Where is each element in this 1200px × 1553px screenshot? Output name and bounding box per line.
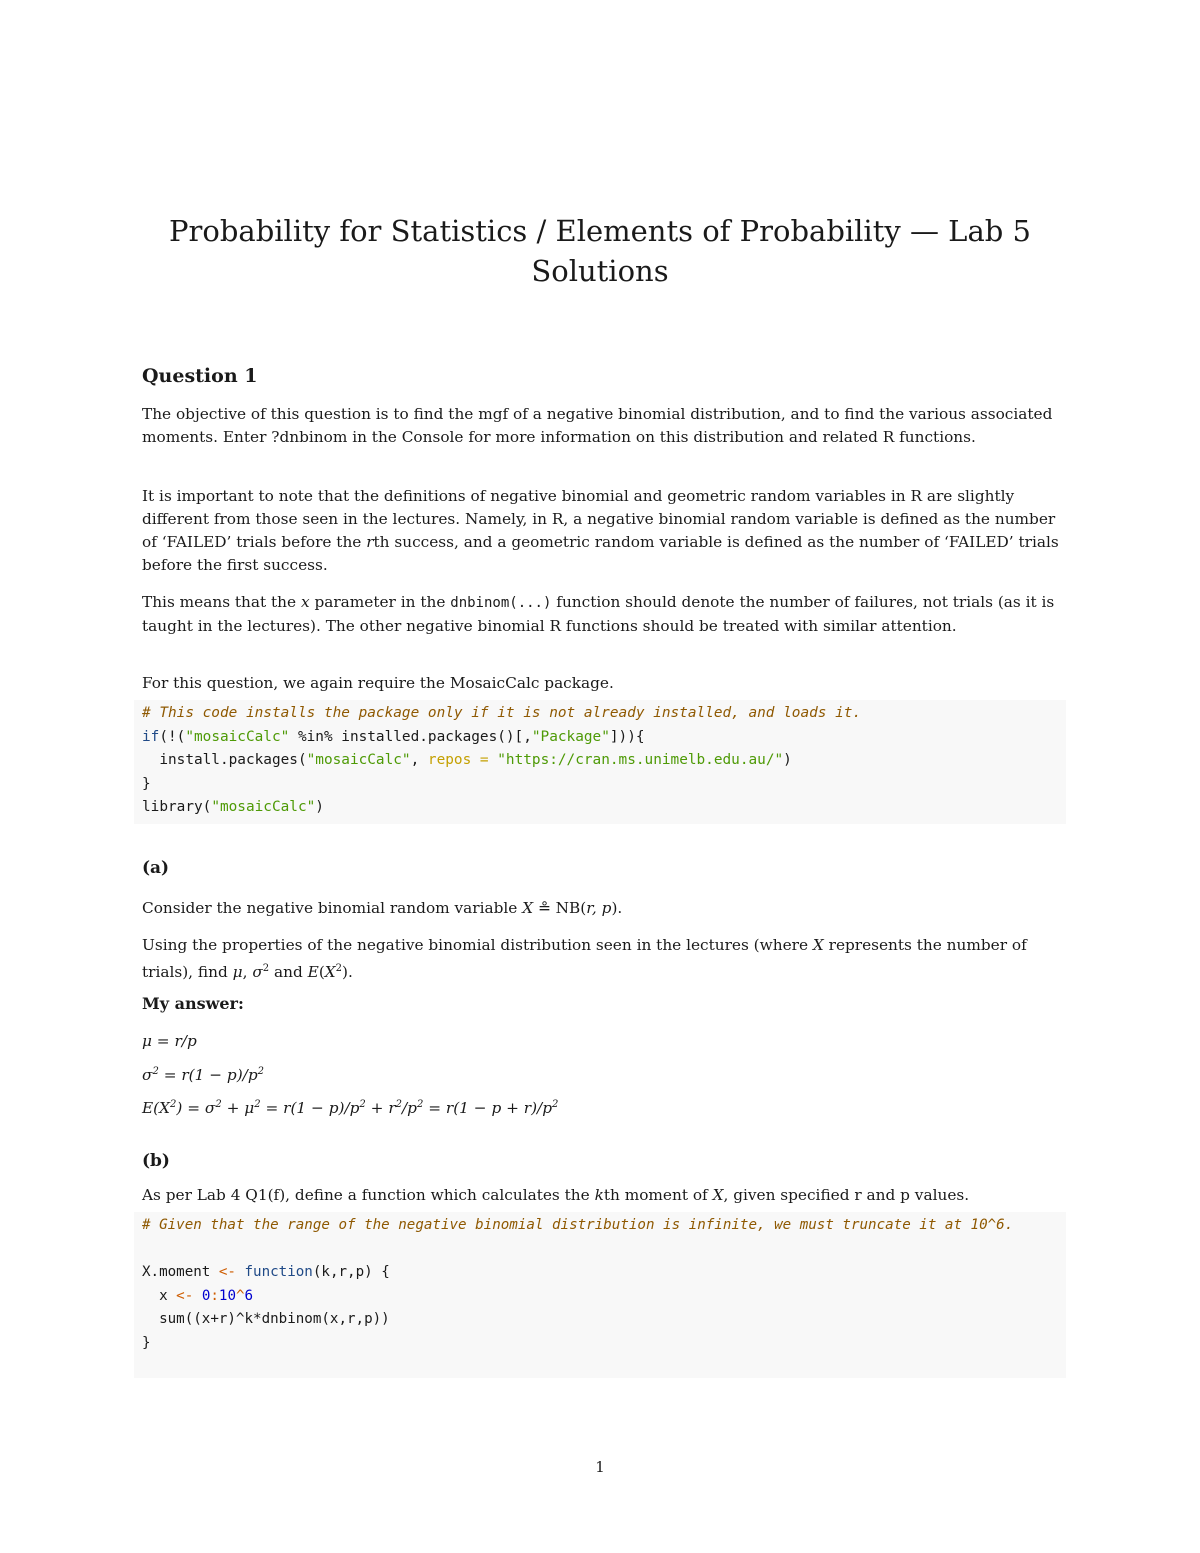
part-a-paragraph: Using the properties of the negative binomial distribution seen in the lectures (where X represents the number of trials), find μ, $\sigma^2$ and $E(X^2)$. [142,936,1027,982]
title-line-2: Solutions [531,254,669,288]
q1-paragraph-2: It is important to note that the definitions of negative binomial and geometric random variables in R are slightly different from those seen in the lectures. Namely, in R, a negative binomial random variable is defined as the number of ‘FAILED’ trials before the rth success, and a geometric random variable is defined as the number of ‘FAILED’ trials before the first success. [142,487,1059,574]
my-answer-label: My answer: [142,994,244,1013]
title-line-1: Probability for Statistics / Elements of Probability — Lab 5 [169,214,1031,248]
q1-paragraph-4: For this question, we again require the MosaicCalc package. [142,674,614,692]
q1-paragraph-3: This means that the x parameter in the dnbinom(...) function should denote the number of failures, not trials (as it is taught in the lectures). The other negative binomial R functions should be treated with similar attention. [142,593,1055,635]
part-b-heading: (b) [142,1151,170,1171]
part-a-consider: Consider the negative binomial random variable X ≗ NB(r, p). [142,899,623,917]
equation-mu: μ = r/p [142,1032,197,1050]
q1-paragraph-1: The objective of this question is to find the mgf of a negative binomial distribution, and to find the various associated moments. Enter ?dnbinom in the Console for more information on this distribution and related R functions. [142,405,1053,446]
equation-second-moment: $E(X^2) = \sigma^2 + \mu^2 = r(1 - p)/p^2 + r^2/p^2 = r(1 - p + r)/p^2$ [142,1099,559,1118]
document-title [0,214,1200,288]
part-b-paragraph: As per Lab 4 Q1(f), define a function which calculates the kth moment of X, given specified r and p values. [142,1186,970,1204]
distributed-as-symbol: ≗ [537,899,551,917]
code-moment-lines: # Given that the range of the negative binomial distribution is infinite, we must truncate it at 10^6. X.moment <- function(k,r,p) { x <- 0:10^6 sum((x+r)^k*dnbinom(x,r,p)) } [142,1217,1014,1351]
part-a-heading: (a) [142,858,170,878]
inline-code: dnbinom(...) [450,595,552,611]
equation-sigma-squared: $\sigma^2 = r(1 - p)/p^2$ [142,1066,265,1085]
code-install-lines: # This code installs the package only if it is not already installed, and loads it. if(!("mosaicCalc" %in% installed.packages()[,"Package"])){ install.packages("mosaicCalc", repos = "https://cran.ms.unimelb.edu.au/") } library("mosaicCalc") [142,705,862,816]
page-number: 1 [595,1458,605,1476]
question-1-heading: Question 1 [142,365,258,387]
